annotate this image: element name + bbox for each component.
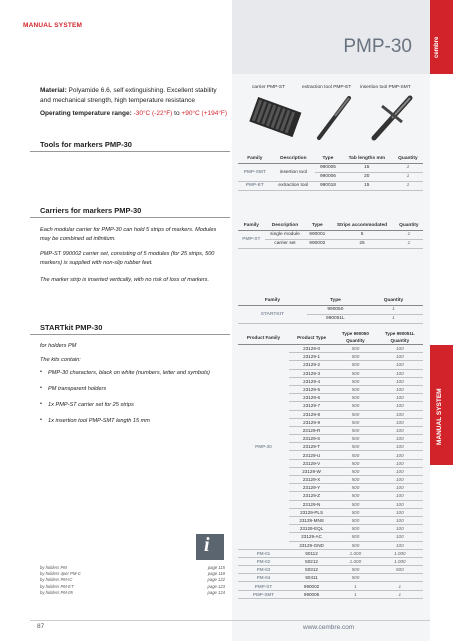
- table-row: [238, 557, 423, 565]
- qty-cell: 100: [377, 443, 423, 451]
- qty-cell: 100: [377, 467, 423, 475]
- col-length: Tab lengths mm: [341, 154, 393, 163]
- qty-cell: 100: [377, 426, 423, 434]
- qty-cell: 500: [334, 476, 376, 484]
- qty-cell: 500: [334, 353, 376, 361]
- qty-cell: 100: [377, 377, 423, 385]
- qty-cell: 1: [393, 163, 423, 172]
- list-item: • 1x PMP-ST carrier set for 25 strips: [40, 402, 225, 408]
- family-cell: PM-02: [238, 557, 289, 565]
- qty-cell: 1: [334, 590, 376, 598]
- image-label-insertion: insertion tool PMP-SMT: [360, 85, 411, 90]
- type-cell: 23129-0: [289, 345, 334, 353]
- qty-cell: 500: [334, 426, 376, 434]
- product-table-body: [238, 345, 423, 599]
- table-header-row: [238, 296, 423, 305]
- qty-cell: 500: [334, 459, 376, 467]
- qty-cell: 500: [334, 467, 376, 475]
- qty-cell: 100: [377, 345, 423, 353]
- qty-cell: 100: [377, 508, 423, 516]
- startkit-contains: The kits contain:: [40, 357, 81, 363]
- description-cell: extraction tool: [272, 181, 316, 190]
- qty-cell: 500: [334, 418, 376, 426]
- carriers-table: [238, 221, 423, 249]
- temp-label: Operating temperature range:: [40, 110, 132, 117]
- carriers-text-2: PMP-ST 990002 carrier set, consisting of 5 modules (for 25 strips, 500 markers) is supplied with non-slip rubber feet.: [40, 251, 215, 266]
- col-family: Family: [238, 154, 272, 163]
- qty-cell: 500: [334, 574, 376, 582]
- qty-cell: 500: [334, 410, 376, 418]
- qty-cell: 100: [377, 500, 423, 508]
- type-cell: 23129-MNS: [289, 516, 334, 524]
- qty-cell: 1.000: [377, 557, 423, 565]
- table-row: [238, 239, 423, 248]
- col-type-990050: Type 990050: [341, 331, 369, 336]
- tools-heading: Tools for markers PMP-30: [40, 140, 132, 149]
- type-cell: 23129-1: [289, 353, 334, 361]
- image-label-extraction: extraction tool PMP-ET: [302, 85, 352, 90]
- type-cell: 23129-7: [289, 402, 334, 410]
- qty-cell: 100: [377, 525, 423, 533]
- qty-cell: 1.000: [334, 557, 376, 565]
- qty-cell: 500: [334, 516, 376, 524]
- type-cell: 23129-EQL: [289, 525, 334, 533]
- carriers-heading: Carriers for markers PMP-30: [40, 206, 142, 215]
- qty-cell: 500: [334, 541, 376, 549]
- carrier-image: [246, 92, 304, 144]
- ref-page: page 122: [207, 577, 225, 583]
- qty-cell: 100: [377, 394, 423, 402]
- qty-cell: 100: [377, 353, 423, 361]
- section-label: MANUAL SYSTEM: [23, 22, 83, 29]
- type-cell: 50112: [289, 549, 334, 557]
- qty-cell: 500: [334, 451, 376, 459]
- side-section-label: MANUAL SYSTEM: [436, 388, 443, 445]
- insertion-tool-image: [362, 92, 420, 144]
- qty-cell: 500: [334, 377, 376, 385]
- brand-logo: cembre: [434, 36, 440, 58]
- qty-cell: 500: [334, 508, 376, 516]
- type-cell: 23129-4: [289, 377, 334, 385]
- ref-text: by holders PM-IC: [40, 577, 73, 583]
- qty-cell: 1.000: [334, 549, 376, 557]
- side-section-tab: [430, 345, 453, 465]
- description-cell: carrier set: [265, 239, 306, 248]
- qty-cell: [377, 574, 423, 582]
- qty-cell: 100: [377, 410, 423, 418]
- strips-cell: 5: [329, 230, 394, 239]
- qty-cell: 1: [393, 181, 423, 190]
- references-list: [40, 565, 225, 596]
- qty-cell: 1: [377, 582, 423, 590]
- type-cell: 23129-T: [289, 443, 334, 451]
- family-cell: PMP-ST: [238, 230, 265, 248]
- qty-cell: 100: [377, 369, 423, 377]
- qty-cell: 100: [377, 418, 423, 426]
- ref-page: page 115: [207, 565, 225, 570]
- ref-text: by holders PM: [40, 565, 67, 570]
- type-cell: 23129-PLS: [289, 508, 334, 516]
- col-description: Description: [265, 221, 306, 230]
- material-text: Polyamide 6.6, self extinguishing. Excellent stability and mechanical strength, high temperature resistance: [40, 87, 217, 104]
- ref-page: page 124: [207, 589, 225, 595]
- type-cell: 23129-5: [289, 385, 334, 393]
- type-cell: 23129-2: [289, 361, 334, 369]
- qty-cell: 500: [334, 566, 376, 574]
- family-cell: PM-01: [238, 549, 289, 557]
- type-cell: 23129-9: [289, 418, 334, 426]
- col-quantity: Quantity: [393, 154, 423, 163]
- startkit-for: for holders PM: [40, 343, 77, 349]
- table-row: [238, 181, 423, 190]
- temp-high: +90°C (+194°F): [181, 110, 228, 117]
- qty-cell: 500: [334, 484, 376, 492]
- qty-cell: 500: [334, 500, 376, 508]
- qty-cell: 500: [334, 385, 376, 393]
- col-product-type: Product Type: [289, 330, 334, 345]
- family-cell: PMP-SMT: [238, 590, 289, 598]
- type-cell: 990006: [315, 172, 341, 181]
- col-quantity: Quantity: [377, 337, 423, 345]
- type-cell: 23129-W: [289, 467, 334, 475]
- col-type-990051l: Type 990051L: [384, 331, 415, 336]
- table-row: [238, 574, 423, 582]
- carriers-text-1: Each modular carrier for PMP-30 can hold 5 strips of markers. Modules may be combined ad infinitum.: [40, 227, 217, 242]
- table-row: [238, 345, 423, 353]
- qty-cell: 100: [377, 459, 423, 467]
- col-quantity: Quantity: [364, 296, 423, 305]
- qty-cell: 500: [334, 443, 376, 451]
- table-header-row: [238, 221, 423, 230]
- col-product-family: Product Family: [238, 330, 289, 345]
- tools-divider: [30, 151, 230, 152]
- type-cell: 23129-8: [289, 410, 334, 418]
- qty-cell: 100: [377, 451, 423, 459]
- type-cell: 23129-X: [289, 476, 334, 484]
- temp-low: -30°C (-22°F): [133, 110, 173, 117]
- extraction-tool-image: [305, 92, 363, 144]
- qty-cell: 500: [334, 361, 376, 369]
- type-cell: 23129-GND: [289, 541, 334, 549]
- title-panel: [232, 0, 430, 74]
- type-cell: 23129-AC: [289, 533, 334, 541]
- brand-tab: [430, 0, 453, 74]
- qty-cell: 1: [395, 230, 423, 239]
- qty-cell: 1: [364, 314, 423, 323]
- family-cell: PMP-ET: [238, 181, 272, 190]
- ref-page: page 123: [207, 583, 225, 589]
- qty-cell: 1: [334, 582, 376, 590]
- qty-cell: 500: [334, 402, 376, 410]
- type-cell: 23129-3: [289, 369, 334, 377]
- ref-page: page 118: [207, 571, 225, 577]
- tools-table: [238, 154, 423, 191]
- startkit-table: [238, 296, 423, 324]
- table-row: [238, 549, 423, 557]
- startkit-divider: [30, 334, 230, 335]
- product-table: [238, 330, 423, 599]
- qty-cell: 500: [334, 525, 376, 533]
- qty-cell: 100: [377, 516, 423, 524]
- qty-cell: 500: [334, 492, 376, 500]
- ref-text: by holders 4per PM-C: [40, 571, 81, 577]
- col-family: Family: [238, 221, 265, 230]
- qty-cell: 100: [377, 435, 423, 443]
- col-family: Family: [238, 296, 307, 305]
- qty-cell: 100: [377, 533, 423, 541]
- temp-to: to: [174, 110, 180, 117]
- strips-cell: 25: [329, 239, 394, 248]
- type-cell: 990005: [315, 163, 341, 172]
- list-item: [40, 590, 225, 596]
- list-item: • 1x insertion tool PMP-SMT length 15 mm: [40, 418, 225, 424]
- family-cell: PMP-30: [238, 345, 289, 550]
- col-quantity: Quantity: [334, 337, 376, 345]
- carriers-text-3: The marker strip is inserted vertically, with no risk of loss of markers.: [40, 277, 209, 283]
- image-label-carrier: carrier PMP-ST: [252, 85, 286, 90]
- length-cell: 15: [341, 181, 393, 190]
- qty-cell: 1.000: [377, 549, 423, 557]
- footer-url: www.cembre.com: [303, 624, 355, 631]
- startkit-bullet-list: [40, 370, 225, 434]
- type-cell: 23129-V: [289, 459, 334, 467]
- qty-cell: 100: [377, 361, 423, 369]
- footer-divider: [30, 620, 430, 621]
- qty-cell: 100: [377, 385, 423, 393]
- type-cell: 23129-6: [289, 394, 334, 402]
- family-cell: PMP-ST: [238, 582, 289, 590]
- table-header-row: [238, 154, 423, 163]
- type-cell: 50212: [289, 557, 334, 565]
- qty-cell: 1: [393, 172, 423, 181]
- table-row: [238, 305, 423, 314]
- info-icon: [196, 534, 224, 560]
- type-cell: 990005: [289, 590, 334, 598]
- qty-cell: 500: [377, 566, 423, 574]
- type-cell: 23129-Y: [289, 484, 334, 492]
- material-label: Material:: [40, 87, 67, 94]
- table-row: [238, 590, 423, 598]
- type-cell: 23129-R: [289, 426, 334, 434]
- table-row: [238, 582, 423, 590]
- description-cell: single module: [265, 230, 306, 239]
- type-cell: 23129-S: [289, 435, 334, 443]
- qty-cell: 500: [334, 435, 376, 443]
- qty-cell: 1: [364, 305, 423, 314]
- table-row: [238, 566, 423, 574]
- startkit-heading: STARTkit PMP-30: [40, 323, 103, 332]
- col-type: Type: [305, 221, 329, 230]
- length-cell: 20: [341, 172, 393, 181]
- qty-cell: 500: [334, 369, 376, 377]
- operating-temperature: [40, 110, 230, 117]
- ref-text: by holders PM-05: [40, 589, 73, 595]
- type-cell: 23129-U: [289, 451, 334, 459]
- qty-cell: 100: [377, 492, 423, 500]
- type-cell: 23129-N: [289, 500, 334, 508]
- qty-cell: 500: [334, 533, 376, 541]
- col-type: Type: [307, 296, 364, 305]
- col-quantity: Quantity: [395, 221, 423, 230]
- qty-cell: 1: [377, 590, 423, 598]
- list-item: • PMP-30 characters, black on white (numbers, letter and symbols): [40, 370, 225, 376]
- family-cell: PMP-SMT: [238, 163, 272, 181]
- col-description: Description: [272, 154, 316, 163]
- list-item: • PM transparent holders: [40, 386, 225, 392]
- carriers-divider: [30, 217, 230, 218]
- type-cell: 50312: [289, 566, 334, 574]
- type-cell: 50411: [289, 574, 334, 582]
- qty-cell: 500: [334, 394, 376, 402]
- info-glyph: i: [204, 534, 210, 556]
- qty-cell: 100: [377, 484, 423, 492]
- ref-text: by holders PM-ET: [40, 583, 74, 589]
- table-header-row: [238, 330, 423, 337]
- type-cell: 990002: [305, 239, 329, 248]
- material-description: [40, 86, 225, 106]
- type-cell: 990001: [305, 230, 329, 239]
- family-cell: PM-04: [238, 574, 289, 582]
- family-cell: PM-03: [238, 566, 289, 574]
- col-strips: Strips accommodated: [329, 221, 394, 230]
- description-cell: insertion tool: [272, 163, 316, 181]
- length-cell: 15: [341, 163, 393, 172]
- table-row: [238, 230, 423, 239]
- qty-cell: 500: [334, 345, 376, 353]
- qty-cell: 1: [395, 239, 423, 248]
- type-cell: 990051L: [307, 314, 364, 323]
- qty-cell: 100: [377, 402, 423, 410]
- page-title: PMP-30: [343, 36, 412, 57]
- type-cell: 990018: [315, 181, 341, 190]
- type-cell: 990050: [307, 305, 364, 314]
- page-number: 87: [37, 623, 45, 630]
- type-cell: 990002: [289, 582, 334, 590]
- family-cell: STARTKIT: [238, 305, 307, 323]
- table-row: [238, 163, 423, 172]
- col-type: Type: [315, 154, 341, 163]
- qty-cell: 100: [377, 541, 423, 549]
- type-cell: 23129-Z: [289, 492, 334, 500]
- qty-cell: 100: [377, 476, 423, 484]
